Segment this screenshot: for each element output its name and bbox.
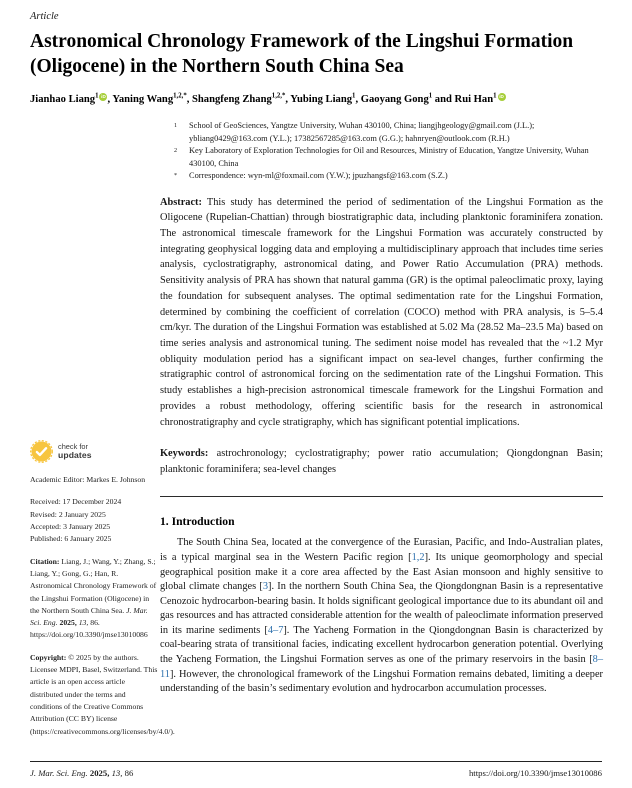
affiliation-item: * Correspondence: wyn-ml@foxmail.com (Y.W.); jpuzhangsf@163.com (S.Z.) [174,171,448,181]
paper-title: Astronomical Chronology Framework of the Lingshui Formation (Oligocene) in the Northern South China Sea [30,31,574,78]
reference-link[interactable]: 8–11 [160,654,603,680]
date-revised: Revised: 2 January 2025 [30,509,106,519]
check-for-updates-badge[interactable] [30,440,158,463]
article-dates [30,496,158,545]
author: Yubing Liang$^1$, [290,92,361,106]
footer-journal-reference: J. Mar. Sci. Eng. 2025, 13, 86 [30,768,134,778]
abstract: Abstract: This study has determined the period of sedimentation of the Lingshui Formation as the Oligocene (Rupelian-Chattian) through biostratigraphic data, including planktonic foraminifera zonation. The astronomical timescale framework for the Lingshui Formation was accurately constructed by integrating geophysical logging data and employing a multidisciplinary approach that includes time series analysis, cyclostratigraphy, astronomical dating, and Power Ratio Accumulation (PRA) methods. Sensitivity analysis of PRA has shown that natural gamma (GR) is the optimal paleoclimatic proxy, laying the foundation for subsequent analyses. The optimal sedimentation rate for the Lingshui Formation, determined by combining the coefficient of correlation (COCO) method with PRA analysis, is 5–5.4 cm/kyr. The duration of the Lingshui Formation was established at 5.02 Ma (28.52 Ma–23.5 Ma) based on time series analysis and astronomical tuning. The sediment noise model has revealed that the ~1.2 Myr obliquity modulation period has a significant impact on sea-level changes, further confirming the stratigraphic control of astronomical forcing on the sedimentation rate of the Lingshui Formation. This study establishes a high-precision astronomical timescale framework for the Lingshui Formation and provides a robust methodology, offering scientific basis for the research in astronomical chronostratigraphy and cycle stratigraphy, which has significant potential implications. [160,196,603,428]
reference-link[interactable]: 4–7 [267,624,284,636]
author: Shangfeng Zhang$^{1,2,*}$, [192,92,291,106]
main-column [160,120,603,697]
paper-header [30,11,602,105]
section-heading-introduction: 1. Introduction [160,515,235,529]
orcid-icon[interactable]: iD [101,93,106,99]
page-footer [30,761,602,778]
orcid-icon[interactable]: iD [499,93,504,99]
date-published: Published: 6 January 2025 [30,534,112,544]
check-for-updates-icon [30,440,53,463]
footer-doi-link[interactable]: https://doi.org/10.3390/jmse13010086 [468,768,602,778]
check-for-updates-label: check for updates [58,441,92,460]
affiliation-item: 2 Key Laboratory of Exploration Technologies for Oil and Resources, Ministry of Education, Yangtze University, Wuhan 430100, China [174,146,589,168]
reference-link[interactable]: 1,2 [411,551,425,563]
left-sidebar [30,440,175,748]
reference-link[interactable]: 3 [262,581,269,593]
author: Jianhao Liang$^1$ iD , [30,92,113,106]
affiliation-item: 1 School of GeoSciences, Yangtze University, Wuhan 430100, China; liangjhgeology@gmail.com (J.L.); ybliang0429@163.com (Y.L.); 17382567285@163.com (G.G.); hahnryen@outlook.com (R.H.) [174,121,535,143]
copyright-block: Copyright: © 2025 by the authors. Licensee MDPI, Basel, Switzerland. This article is an open access article distributed under the terms and conditions of the Creative Commons Attribution (CC BY) license (https://creativecommons.org/licenses/by/4.0/). [30,652,175,736]
author: Rui Han$^1$ iD [454,92,504,106]
author: Yaning Wang$^{1,2,*}$, [112,92,193,106]
date-accepted: Accepted: 3 January 2025 [30,521,111,531]
citation-doi-link[interactable]: https://doi.org/10.3390/jmse13010086 [30,630,148,640]
author-line [30,93,602,106]
affiliations [174,120,603,183]
introduction-paragraph: The South China Sea, located at the convergence of the Eurasian, Pacific, and Indo-Australian plates, is a typical marginal sea in the Western Pacific region [1,2]. Its unique geomorphology and special geographical position make it a core area affected by the East Asian monsoon and highly sensitive to global climate changes [3]. In the northern South China Sea, the Qiongdongnan Basin is a representative Cenozoic hydrocarbon-bearing basin. It holds significant geological importance due to its abundant oil and gas resources and has attracted considerable attention for the wealth of paleoclimate information preserved in its marine sediments [4–7]. The Yacheng Formation in the Qiongdongnan Basin is characterized by coal-bearing strata of transitional facies, indicating excellent hydrocarbon generation potential. Overlying the Yacheng Formation, the Lingshui Formation serves as one of the primary reservoirs in the basin [8–11]. However, the chronological framework of the Lingshui Formation remains debated, limiting a deeper understanding of the basin’s sedimentary evolution and hydrocarbon accumulation processes. [160,537,604,695]
keywords: Keywords: astrochronology; cyclostratigraphy; power ratio accumulation; Qiongdongnan Basin; planktonic foraminifera; sea-level changes [160,448,603,475]
article-type-label: Article [30,11,59,22]
date-received: Received: 17 December 2024 [30,497,122,507]
author: Gaoyang Gong$^1$ and [360,92,455,106]
section-divider [160,496,603,497]
citation-block: Citation: Liang, J.; Wang, Y.; Zhang, S.; Liang, Y.; Gong, G.; Han, R. Astronomical Chronology Framework of the Lingshui Formation (Oligocene) in the Northern South China Sea. J. Mar. Sci. Eng. 2025, 13, 86. https://doi.org/10.3390/jmse13010086 [30,556,157,640]
academic-editor: Academic Editor: Markes E. Johnson [30,475,146,484]
